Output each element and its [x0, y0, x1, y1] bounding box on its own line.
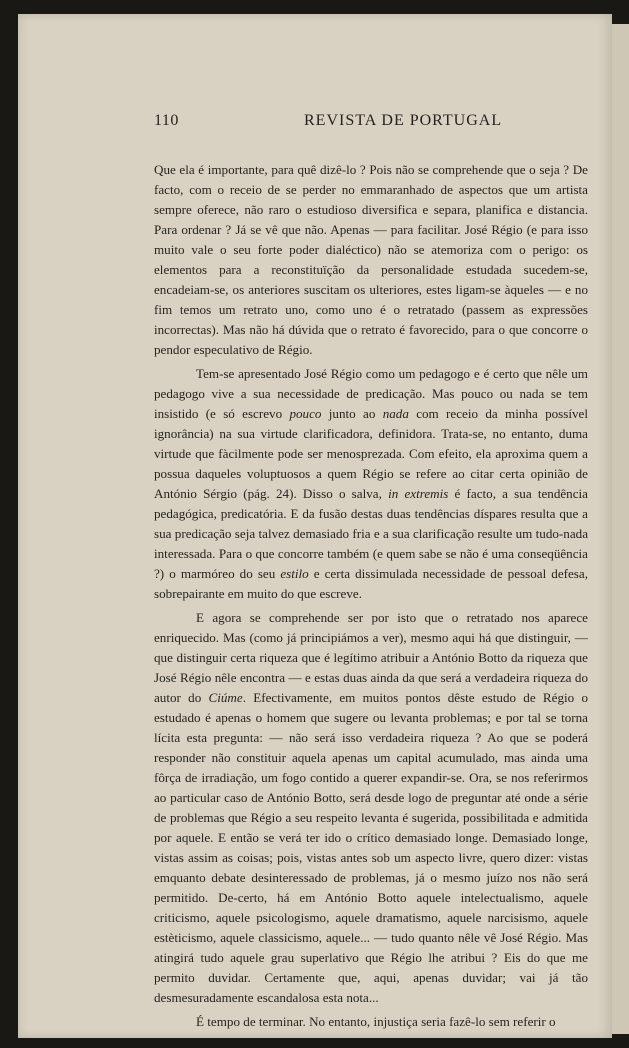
italic-word: pouco — [289, 406, 322, 421]
italic-word: estilo — [280, 566, 309, 581]
italic-word: nada — [382, 406, 409, 421]
text-run: junto ao — [321, 406, 383, 421]
text-run: E agora se comprehende ser por isto que o retratado nos aparece enriquecido. Mas (como já principiámos a ver), mesmo aqui há que distinguir, — que distinguir certa riqueza que é legítimo atribuir a António Botto da riqueza que José Régio nêle encontra — e estas duas ainda da que será a verdadeira riqueza do autor do — [154, 610, 588, 705]
paragraph-4 — [154, 1012, 588, 1032]
text-run: É tempo de terminar. No entanto, injustiça seria fazê-lo sem referir o — [196, 1014, 556, 1029]
running-head: REVISTA DE PORTUGAL — [304, 112, 503, 129]
page-header — [18, 112, 612, 136]
text-run: é facto, a sua tendência pedagógica, predicatória. E da fusão destas duas tendências díspares resulta que a sua predicação seja talvez demasiado fria e a sua clarificação resulte um tudo-nada interessada. Para o que concorre também (e quem sabe se não é uma conseqüência ?) o marmóreo do seu — [154, 486, 588, 581]
body-text — [154, 160, 588, 1032]
paragraph-3 — [154, 608, 588, 1008]
text-run: e certa dissimulada necessidade de pessoal defesa, sobrepairante em muito do que escreve. — [154, 566, 588, 601]
text-run: . Efectivamente, em muitos pontos dêste estudo de Régio o estudado é apenas o homem que sugere ou levanta problemas; e por tal se torna lícita esta pregunta: — não será isso verdadeira riqueza ? Ao que se poderá responder não constituir aquela apenas um capital acumulado, mas ainda uma fôrça de irradiação, um fogo contido a querer expandir-se. Ora, se nos referirmos ao particular caso de António Botto, será desde logo de preguntar até onde a série de problemas que Régio a seu respeito levanta é sugerida, possibilitada e admitida por aquele. E então se verá ter ido o crítico demasiado longe. Demasiado longe, vistas assim as coisas; pois, vistas antes sob um aspecto livre, quero dizer: vistas emquanto debate desinteressado de problemas, já o mesmo juízo nos não será permitido. De-certo, há em António Botto aquele intelectualismo, aquele criticismo, aquele psicologismo, aquele dramatismo, aquele narcisismo, aquele estèticismo, aquele classicismo, aquele... — tudo quanto nêle vê José Régio. Mas atingirá tudo aquele grau superlativo que Régio lhe atribui ? Eis do que me permito duvidar. Certamente que, aqui, apenas duvidar; vai já tão desmesuradamente escandalosa esta nota... — [154, 690, 588, 1005]
text-run: Tem-se apresentado José Régio como um pedagogo e é certo que nêle um pedagogo vive a sua necessidade de predicação. Mas pouco ou nada se tem insistido (e só escrevo — [154, 366, 588, 421]
paragraph-1 — [154, 160, 588, 360]
paragraph-2 — [154, 364, 588, 604]
text-run: Que ela é importante, para quê dizê-lo ? Pois não se comprehende que o seja ? De facto, com o receio de se perder no emmaranhado de aspectos que um artista sempre oferece, não raro o estudioso diversifica e separa, planifica e distancia. Para ordenar ? Já se vê que não. Apenas — para facilitar. José Régio (e para isso muito vale o seu forte poder dialéctico) não se atemoriza com o perigo: os elementos para a reconstituïção da personalidade estudada sucedem-se, encadeiam-se, os anteriores suscitam os ulteriores, estes ligam-se àqueles — e no fim temos um retrato uno, como uno é o retratado (passem as expressões incorrectas). Mas não há dúvida que o retrato é favorecido, para o que concorre o pendor especulativo de Régio. — [154, 162, 588, 357]
text-run: com receio da minha possível ignorância) na sua virtude clarificadora, definidora. Trata-se, no entanto, duma virtude que fàcilmente pode ser menosprezada. Com efeito, ela aproxima quem a possua daqueles voluptuosos a quem Régio se refere ao citar certa opinião de António Sérgio (pág. 24). Disso o salva, — [154, 406, 588, 501]
italic-title: Ciúme — [208, 690, 243, 705]
italic-phrase: in extremis — [388, 486, 449, 501]
page-number: 110 — [154, 112, 179, 129]
book-page — [18, 14, 612, 1038]
